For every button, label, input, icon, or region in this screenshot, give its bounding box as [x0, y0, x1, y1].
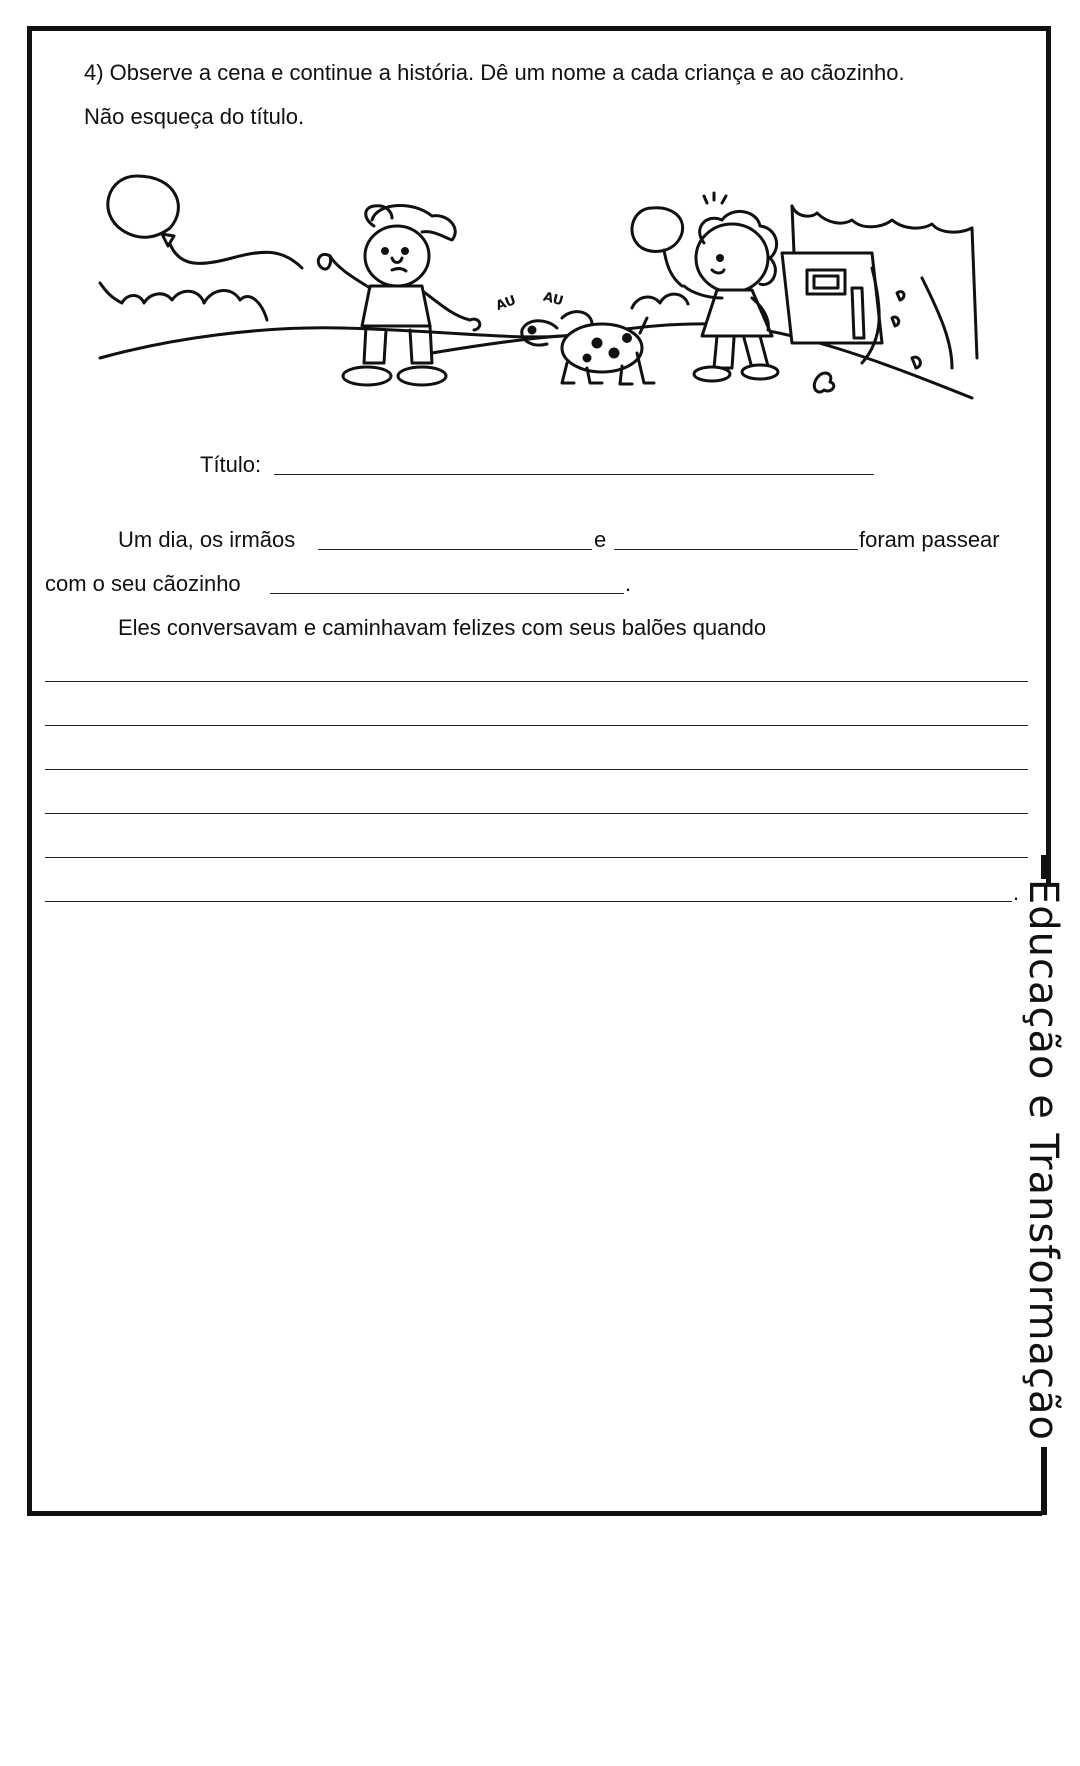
story-part-1: Um dia, os irmãos: [118, 527, 296, 552]
story-part-4: com o seu cãozinho: [45, 571, 241, 596]
final-dot: .: [1013, 880, 1020, 905]
writing-line-6[interactable]: [45, 901, 1012, 902]
boy-figure: [318, 205, 479, 385]
instruction-line-1: 4) Observe a cena e continue a história. Dê um nome a cada criança e ao cãozinho.: [84, 60, 905, 85]
writing-line-2[interactable]: [45, 725, 1028, 726]
writing-line-5[interactable]: [45, 857, 1028, 858]
dog-name-blank[interactable]: [270, 593, 624, 594]
bushes-left: [100, 283, 267, 320]
story-part-5: .: [625, 571, 632, 596]
dog-figure: [522, 312, 654, 384]
title-blank-line[interactable]: [274, 474, 874, 475]
side-bar-bottom: [1041, 1447, 1047, 1515]
writing-line-3[interactable]: [45, 769, 1028, 770]
bark-text-2: AU: [541, 289, 565, 310]
balloon-left-icon: [108, 176, 302, 268]
house-figure: [782, 253, 882, 343]
side-bar-top: [1041, 855, 1047, 879]
bark-text-1: AU: [494, 292, 519, 315]
brother-name-blank-1[interactable]: [318, 549, 592, 550]
title-label: Título:: [200, 452, 262, 477]
brother-name-blank-2[interactable]: [614, 549, 858, 550]
story-part-3: foram passear: [859, 527, 1000, 552]
instruction-line-2: Não esqueça do título.: [84, 104, 305, 129]
story-part-2: e: [594, 527, 607, 552]
scene-illustration: [92, 158, 992, 408]
girl-figure: [632, 193, 778, 381]
side-watermark: Educação e Transformação: [1020, 879, 1066, 1441]
balloon-right-icon: [632, 208, 683, 286]
writing-line-4[interactable]: [45, 813, 1028, 814]
story-part-6: Eles conversavam e caminhavam felizes com seus balões quando: [118, 615, 767, 640]
writing-line-1[interactable]: [45, 681, 1028, 682]
